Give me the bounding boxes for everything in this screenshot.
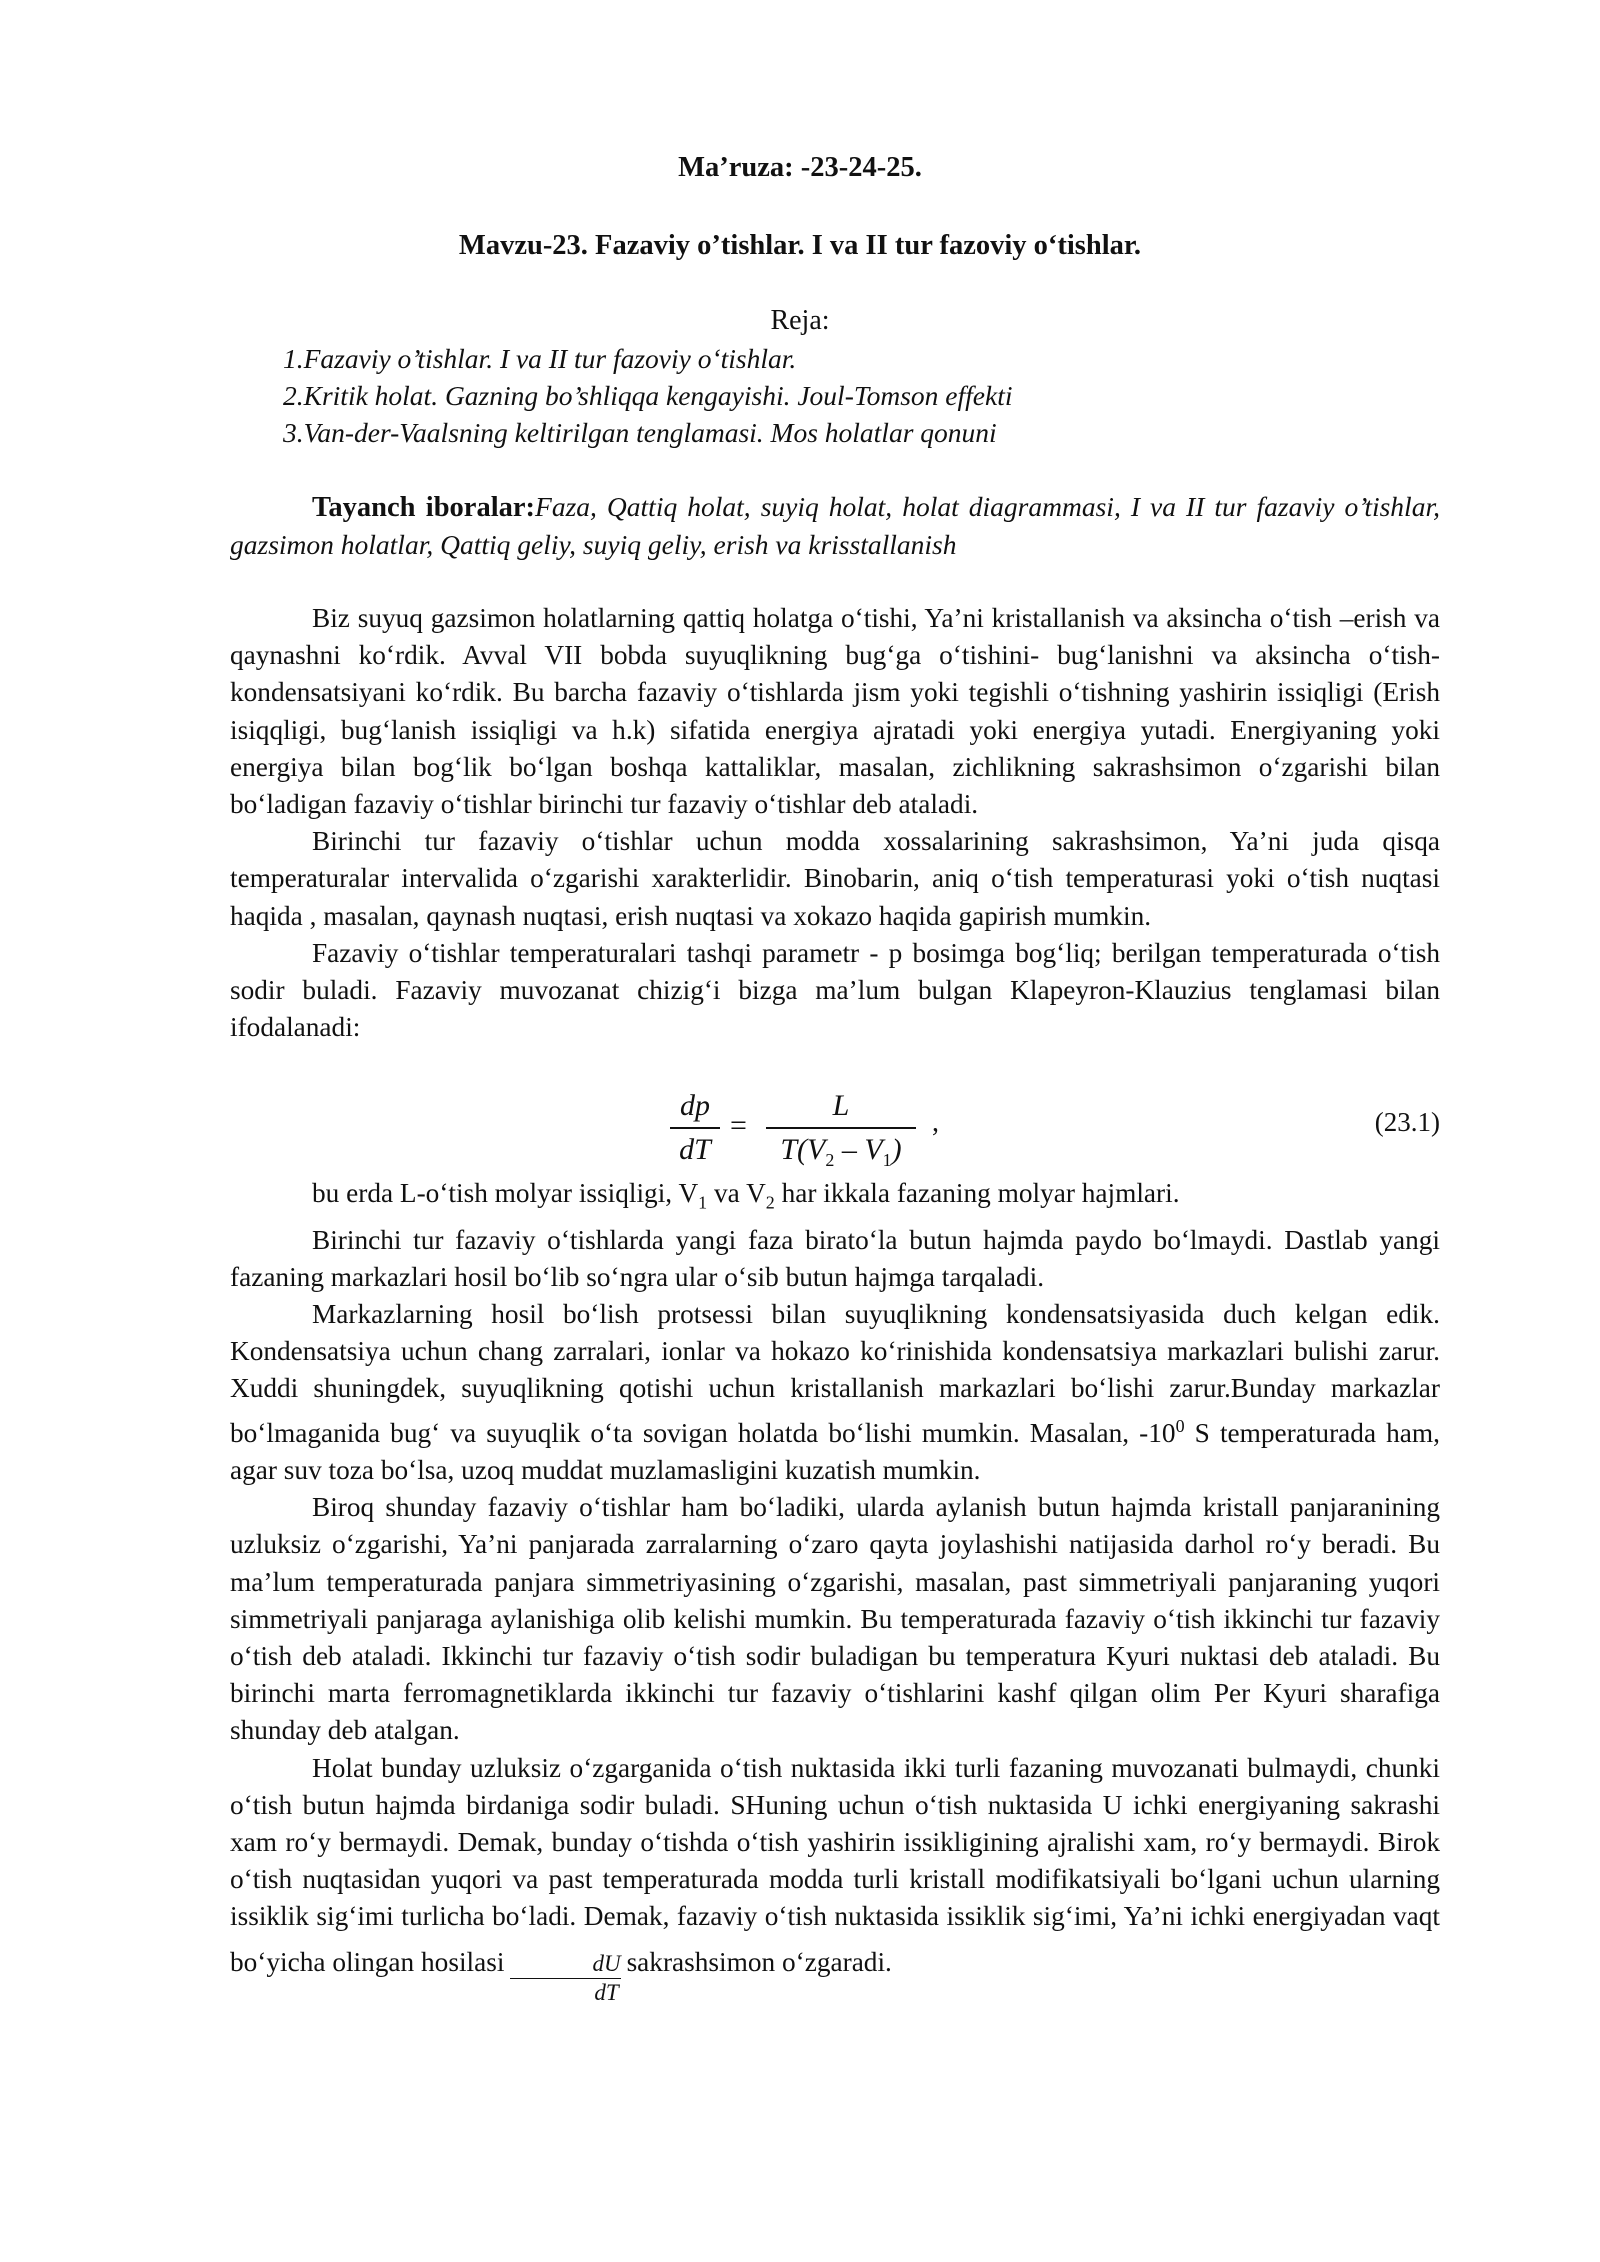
equation-lhs-numerator: dp (680, 1089, 710, 1122)
inline-fraction: $\frac{dU}{dT}$ (510, 1950, 620, 2007)
paragraph: bu erda L-o‘tish molyar issiqligi, $V_1$ va $V_2$ har ikkala fazaning molyar hajmlari. (312, 1178, 1180, 1213)
keywords-block (230, 488, 1440, 563)
paragraph: Birinchi tur fazaviy o‘tishlar uchun modda xossalarining sakrashsimon, Ya’ni juda qisqa temperaturalar intervalida o‘zgarishi xarakterlidir. Binobarin, aniq o‘tish temperaturasi yoki o‘tish nuqtasi haqida , masalan, qaynash nuqtasi, erish nuqtasi va xokazo haqida gapirish mumkin. (230, 826, 1440, 931)
plan-heading: Reja: (770, 305, 830, 336)
equation-lhs-denominator: dT (679, 1133, 711, 1166)
paragraph: Birinchi tur fazaviy o‘tishlarda yangi faza birato‘la butun hajmda paydo bo‘lmaydi. Dastlab yangi fazaning markazlari hosil bo‘lib so‘ngra ular o‘sib butun hajmga tarqaladi. (230, 1224, 1440, 1292)
paragraph: Biroq shunday fazaviy o‘tishlar ham bo‘ladiki, ularda aylanish butun hajmda kristall panjaranining uzluksiz o‘zgarishi, Ya’ni panjarada zarralarning o‘zaro qayta joylashishi natijasida darhol ro‘y beradi. Bu ma’lum temperaturada panjara simmetriyasining o‘zgarishi, masalan, past simmetriyali panjaraning yuqori simmetriyali panjaraga aylanishiga olib kelishi mumkin. Bu temperaturada fazaviy o‘tish ikkinchi tur fazaviy o‘tish deb ataladi. Ikkinchi tur fazaviy o‘tish sodir buladigan bu temperatura Kyuri nuktasi deb ataladi. Bu birinchi marta ferromagnetiklarda ikkinchi tur fazaviy o‘tishlarini kashf qilgan olim Per Kyuri sharafiga shunday deb atalgan. (230, 1492, 1440, 1746)
plan-item: 1.Fazaviy o’tishlar. I va II tur fazoviy o‘tishlar. (283, 343, 797, 374)
paragraph: Markazlarning hosil bo‘lish protsessi bilan suyuqlikning kondensatsiyasida duch kelgan edik. Kondensatsiya uchun chang zarralari, ionlar va hokazo ko‘rinishida kondensatsiya markazlari bulishi zarur. Xuddi shuningdek, suyuqlikning qotishi uchun kristallanish markazlari bo‘lishi zarur.Bunday markazlar bo‘lmaganida bug‘ va suyuqlik o‘ta sovigan holatda bo‘lishi mumkin. Masalan, $-10^0$ S temperaturada ham, agar suv toza bo‘lsa, uzoq muddat muzlamasligini kuzatish mumkin. (230, 1299, 1440, 1485)
equation-comma: , (932, 1107, 939, 1138)
keywords-label: Tayanch iboralar: (312, 492, 536, 523)
topic-heading: Mavzu-23. Fazaviy o’tishlar. I va II tur fazoviy o‘tishlar. (458, 230, 1142, 261)
equation-rhs-denominator: $T(V_2 - V_1)$ (780, 1133, 902, 1170)
equation-number: (23.1) (1374, 1107, 1440, 1137)
paragraph: Biz suyuq gazsimon holatlarning qattiq holatga o‘tishi, Ya’ni kristallanish va aksincha o‘tish –erish va qaynashni ko‘rdik. Avval VII bobda suyuqlikning bug‘ga o‘tishini- bug‘lanishni va aksincha o‘tish- kondensatsiyani ko‘rdik. Bu barcha fazaviy o‘tishlarda jism yoki tegishli o‘tishning yashirin issiqligi (Erish isiqqligi, bug‘lanish issiqligi va h.k) sifatida energiya ajratadi yoki energiya yutadi. Energiyaning yoki energiya bilan bog‘lik bo‘lgan boshqa kattaliklar, masalan, zichlikning sakrashsimon o‘zgarishi bilan bo‘ladigan fazaviy o‘tishlar birinchi tur fazaviy o‘tishlar deb ataladi. (230, 603, 1440, 820)
equation-rhs (766, 1085, 916, 1181)
plan-item: 3.Van-der-Vaalsning keltirilgan tenglamasi. Mos holatlar qonuni (283, 417, 997, 448)
lecture-title: Ma’ruza: -23-24-25. (678, 152, 922, 183)
keywords-text: Faza, Qattiq holat, suyiq holat, holat diagrammasi, I va II tur fazaviy o’tishlar, gazsimon holatlar, Qattiq geliy, suyiq geliy, erish va krisstallanish (230, 491, 1440, 560)
equation-rhs-numerator: L (832, 1089, 850, 1122)
body-section-2 (230, 1175, 1440, 2005)
paragraph: Holat bunday uzluksiz o‘zgarganida o‘tish nuktasida ikki turli fazaning muvozanati bulmaydi, chunki o‘tish butun hajmda birdaniga sodir buladi. SHuning uchun o‘tish nuktasida U ichki energiyaning sakrashi xam ro‘y bermaydi. Demak, bunday o‘tishda o‘tish yashirin issikligining ajralishi xam, ro‘y bermaydi. Birok o‘tish nuqtasidan yuqori va past temperaturada modda turli kristall modifikatsiyali bo‘lgani uchun ularning issiklik sig‘imi turlicha bo‘ladi. Demak, fazaviy o‘tish nuktasida issiklik sig‘imi, Ya’ni ichki energiyadan vaqt bo‘yicha olingan hosilasi $\frac{dU}{dT}$ sakrashsimon o‘zgaradi. (230, 1752, 1440, 2005)
equation-equals: = (730, 1109, 747, 1142)
body-section-1 (230, 600, 1440, 1046)
equation-lhs (670, 1085, 720, 1171)
paragraph: Fazaviy o‘tishlar temperaturalari tashqi parametr - p bosimga bog‘liq; berilgan temperaturada o‘tish sodir buladi. Fazaviy muvozanat chizig‘i bizga ma’lum bulgan Klapeyron-Klauzius tenglamasi bilan ifodalanadi: (230, 937, 1440, 1043)
plan-item: 2.Kritik holat. Gazning bo’shliqqa kengayishi. Joul-Tomson effekti (283, 380, 1013, 411)
equation-23-1 (670, 1085, 1440, 1185)
